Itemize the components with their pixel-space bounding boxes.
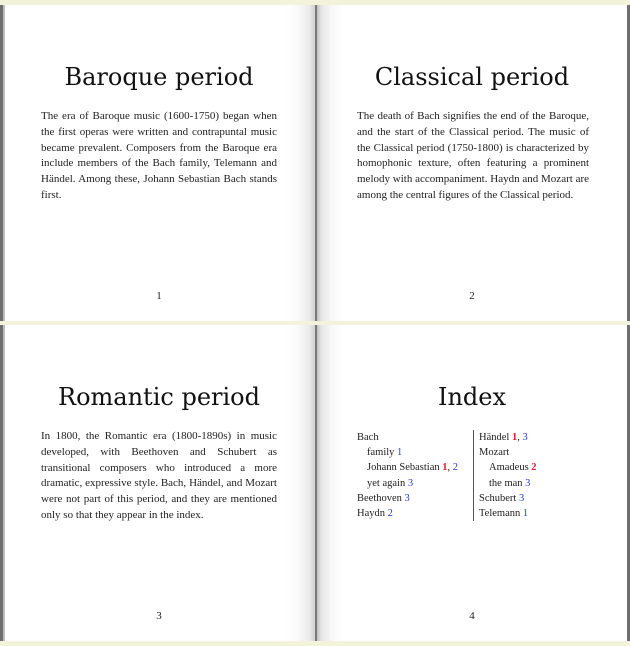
index-page-link[interactable]: 2 — [387, 508, 393, 520]
index-term: Schubert — [479, 492, 517, 504]
index-entry — [357, 445, 467, 460]
spread-pages-1-2 — [0, 5, 630, 321]
page-body-text: The death of Bach signifies the end of the Baroque, and the start of the Classical period. The music of the Classical period (1750-1800) is characterized by homophonic texture, often featuring a prominent melody with accompaniment. Haydn and Mozart are among the central figures of the Classical period. — [357, 110, 589, 201]
index-entry — [357, 476, 467, 491]
index-entry — [357, 460, 467, 475]
index-term: Mozart — [479, 447, 510, 459]
index-entry — [479, 476, 589, 491]
page-number: 1 — [156, 290, 162, 302]
index-list — [357, 430, 589, 521]
page-title: Classical period — [374, 63, 570, 91]
index-term: Beethoven — [357, 492, 402, 504]
index-page-link[interactable]: 1 — [511, 432, 518, 443]
page-1 — [0, 5, 315, 321]
index-separator: , — [517, 432, 520, 443]
index-term: Amadeus — [489, 462, 529, 474]
index-term: Haydn — [357, 508, 385, 520]
index-page-link[interactable]: 3 — [518, 492, 525, 504]
index-page-link[interactable]: 3 — [407, 477, 414, 489]
page-body-text: In 1800, the Romantic era (1800-1890s) in music developed, with Beethoven and Schubert as transitional composers who introduced a more dramatic, expressive style. Bach, Händel, and Mozart were not part of this period, and they are mentioned only so that they appear in the index. — [41, 430, 277, 521]
index-term: Händel — [479, 432, 510, 443]
index-entry — [479, 506, 589, 521]
page-number: 2 — [469, 290, 475, 302]
index-entry — [357, 430, 467, 445]
index-page-link[interactable]: 3 — [404, 492, 410, 504]
index-term: the man — [489, 477, 523, 489]
index-entry — [479, 445, 589, 460]
index-term: family — [367, 447, 395, 459]
index-page-link[interactable]: 2 — [531, 462, 537, 474]
index-entry — [357, 506, 467, 521]
page-number: 4 — [469, 610, 475, 622]
index-term: Telemann — [479, 508, 521, 520]
index-term: Johann Sebastian — [367, 462, 440, 474]
index-page-link[interactable]: 2 — [452, 462, 458, 474]
index-column-right — [473, 430, 589, 521]
index-term: yet again — [367, 477, 406, 489]
index-page-link[interactable]: 3 — [522, 432, 528, 443]
index-page-link[interactable]: 1 — [522, 508, 529, 520]
page-body-text: The era of Baroque music (1600-1750) began when the first operas were written and contrapuntal music became prevalent. Composers from the Baroque era include members of the Bach family, Telemann and Händel. Among these, Johann Sebastian Bach stands first. — [41, 110, 277, 201]
index-entry — [357, 491, 467, 506]
index-page-link[interactable]: 1 — [397, 447, 403, 459]
spread-pages-3-4 — [0, 325, 630, 641]
page-2 — [315, 5, 630, 321]
index-separator: , — [447, 462, 451, 474]
page-title: Romantic period — [58, 383, 260, 411]
index-page-link[interactable]: 3 — [525, 477, 531, 489]
page-4-index — [315, 325, 630, 641]
index-entry — [479, 430, 589, 445]
index-column-left — [357, 430, 473, 521]
index-term: Bach — [357, 432, 379, 443]
index-title: Index — [437, 383, 507, 411]
page-3 — [0, 325, 315, 641]
page-title: Baroque period — [64, 63, 254, 91]
index-entry — [479, 491, 589, 506]
index-page-link[interactable]: 1 — [442, 462, 448, 474]
page-number: 3 — [156, 610, 162, 622]
index-entry — [479, 460, 589, 475]
